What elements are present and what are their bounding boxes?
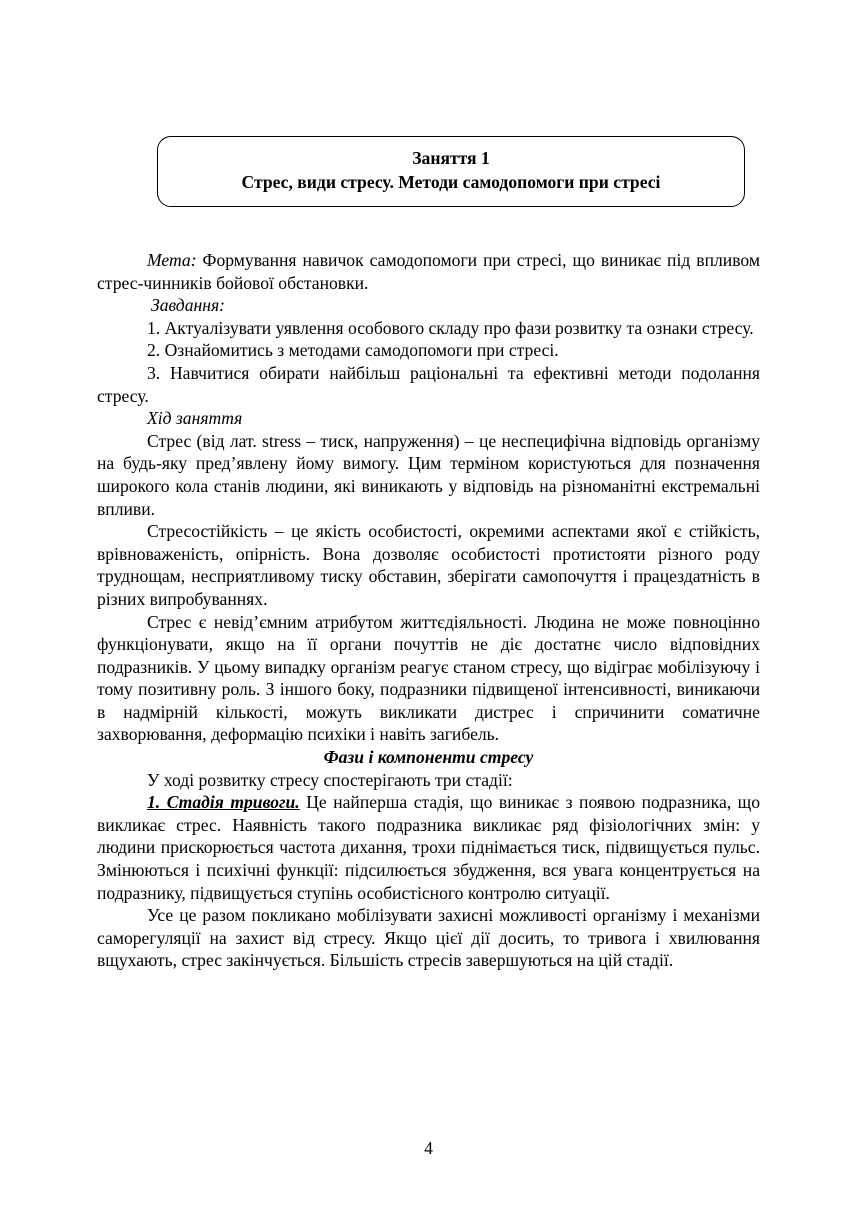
- tasks-label: Завдання:: [151, 295, 226, 316]
- stage-1-text: Це найперша стадія, що виникає з появою подразника, що викликає стрес. Наявність такого подразника викликає ряд фізіологічних змін: у людини прискорюється частота дихання, трохи піднімається тиск, підвищується пульс. Змінюються і психічні функції: підсилюється збудження, вся увага концентрується на подразнику, підвищується ступінь особистісного контролю ситуації.: [97, 792, 760, 903]
- lesson-title-box: [157, 136, 745, 207]
- stress-resistance-paragraph: Стресостійкість – це якість особистості, окремими аспектами якої є стійкість, врівноваженість, опірність. Вона дозволяє особистості протистояти різного роду труднощам, несприятливому тиску обставин, зберігати самопочуття і працездатність в різних випробуваннях.: [97, 521, 760, 609]
- section-intro: У ході розвитку стресу спостерігають три стадії:: [147, 769, 513, 790]
- lesson-topic: Стрес, види стресу. Методи самодопомоги при стресі: [241, 172, 661, 192]
- section-heading: Фази і компоненти стресу: [323, 747, 534, 768]
- closing-paragraph: Усе це разом покликано мобілізувати захисні можливості організму і механізми саморегуляції на захист від стресу. Якщо цієї дії досить, то тривога і хвилювання вщухають, стрес закінчується. Більшість стресів завершуються на цій стадії.: [97, 905, 760, 971]
- stress-definition-paragraph: Стрес (від лат. stress – тиск, напруження) – це неспецифічна відповідь організму на будь-яку пред’явлену йому вимогу. Цим терміном користуються для позначення широкого кола станів людини, які виникають у відповідь на різноманітні екстремальні впливи.: [97, 430, 760, 519]
- goal-label: Мета:: [147, 250, 197, 270]
- page-number: 4: [424, 1138, 433, 1158]
- document-body: [97, 249, 760, 972]
- goal-paragraph: [97, 249, 760, 294]
- stage-1-paragraph: [97, 791, 760, 904]
- task-item-1: 1. Актуалізувати уявлення особового складу про фази розвитку та ознаки стресу.: [147, 317, 754, 338]
- task-item-3: 3. Навчитися обирати найбільш раціональні та ефективні методи подолання стресу.: [97, 362, 760, 406]
- lesson-number: Заняття 1: [412, 148, 490, 168]
- task-item-2: 2. Ознайомитись з методами самодопомоги при стресі.: [147, 340, 559, 361]
- course-label: Хід заняття: [147, 408, 243, 429]
- goal-text: Формування навичок самодопомоги при стресі, що виникає під впливом стрес-чинників бойової обстановки.: [97, 250, 760, 293]
- stress-attribute-paragraph: Стрес є невід’ємним атрибутом життєдіяльності. Людина не може повноцінно функціонувати, якщо на її органи почуттів не діє достатнє число відповідних подразників. У цьому випадку організм реагує станом стресу, що відіграє мобілізуючу і тому позитивну роль. З іншого боку, подразники підвищеної інтенсивності, виникаючи в надмірній кількості, можуть викликати дистрес і спричинити соматичне захворювання, деформацію психіки і навіть загибель.: [97, 611, 760, 745]
- stage-1-label: 1. Стадія тривоги.: [147, 792, 300, 813]
